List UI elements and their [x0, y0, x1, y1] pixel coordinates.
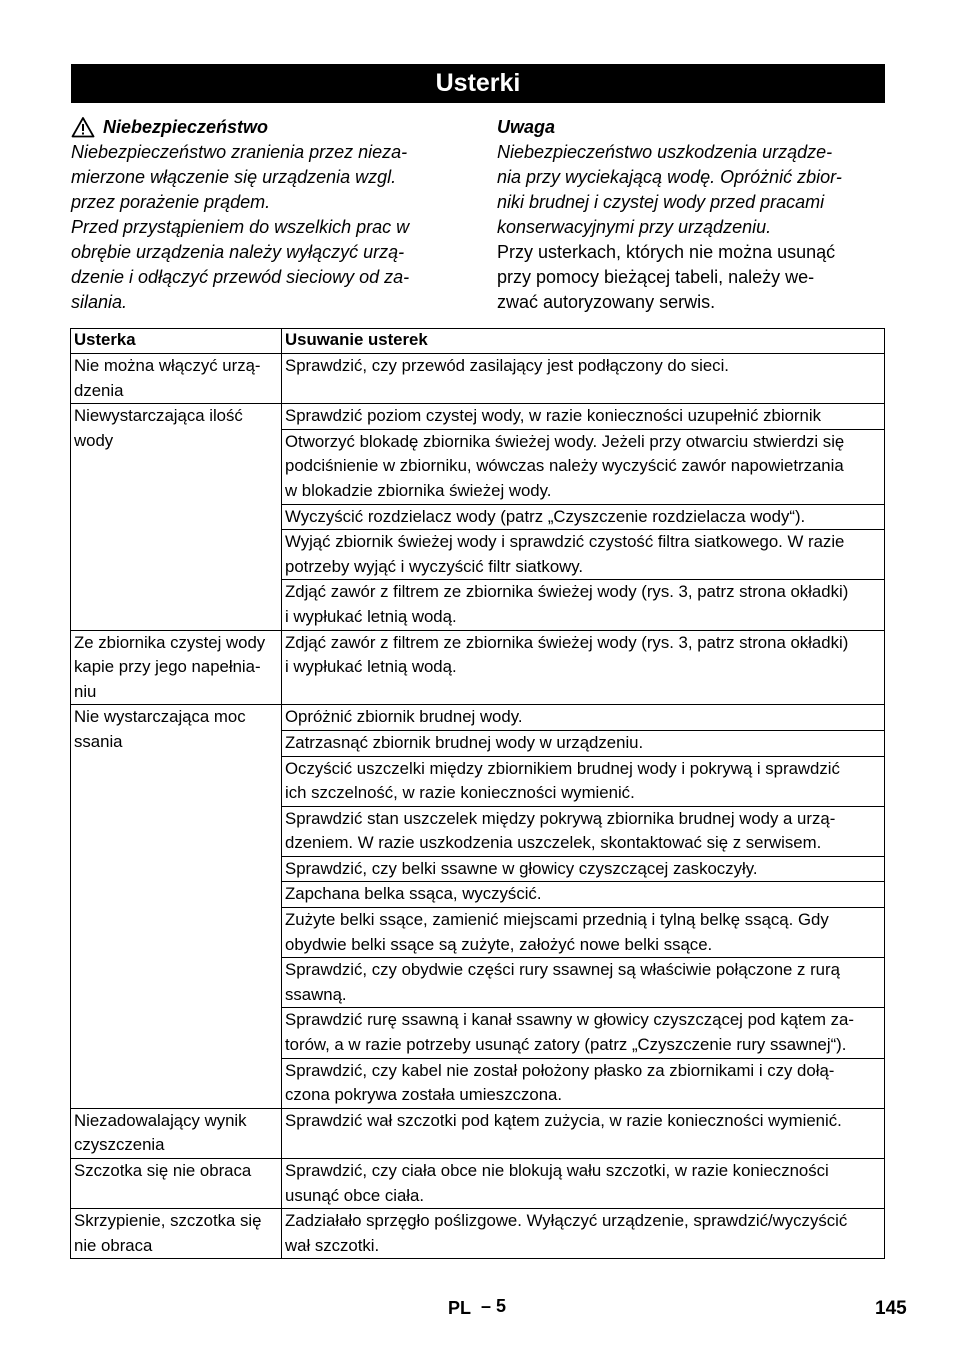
table-row [71, 630, 885, 705]
fault-cell: Szczotka się nie obraca [71, 1159, 282, 1209]
remedy-cell: Opróżnić zbiornik brudnej wody. [282, 705, 885, 731]
remedy-cell: Sprawdzić poziom czystej wody, w razie konieczności uzupełnić zbiornik [282, 404, 885, 430]
table-row [71, 354, 885, 404]
fault-cell: Niezadowalający wynik czyszczenia [71, 1108, 282, 1158]
remedy-cell: Zużyte belki ssące, zamienić miejscami przednią i tylną belkę ssącą. Gdy obydwie belki ssące są zużyte, założyć nowe belki ssące. [282, 908, 885, 958]
remedy-cell: Wyjąć zbiornik świeżej wody i sprawdzić czystość filtra siatkowego. W razie potrzeby wyjąć i wyczyścić filtr siatkowy. [282, 530, 885, 580]
fault-cell: Nie wystarczająca moc ssania [71, 705, 282, 1109]
remedy-cell: Sprawdzić, czy kabel nie został położony płasko za zbiornikami i czy dołą- czona pokrywa została umieszczona. [282, 1058, 885, 1108]
notice-text: Przy usterkach, których nie można usunąć przy pomocy bieżącej tabeli, należy we- zwać autoryzowany serwis. [497, 242, 836, 312]
remedy-cell: Sprawdzić, czy obydwie części rury ssawnej są właściwie połączone z rurą ssawną. [282, 958, 885, 1008]
remedy-cell: Sprawdzić, czy przewód zasilający jest podłączony do sieci. [282, 354, 885, 404]
remedy-cell: Zadziałało sprzęgło poślizgowe. Wyłączyć urządzenie, sprawdzić/wyczyścić wał szczotki. [282, 1209, 885, 1259]
troubleshooting-table [70, 328, 885, 1259]
danger-heading-text: Niebezpieczeństwo [103, 116, 269, 137]
fault-cell: Skrzypienie, szczotka się nie obraca [71, 1209, 282, 1259]
remedy-cell: Zatrzasnąć zbiornik brudnej wody w urządzeniu. [282, 730, 885, 756]
notice-heading: Uwaga [497, 116, 556, 137]
header-fault: Usterka [71, 329, 282, 354]
remedy-cell: Otworzyć blokadę zbiornika świeżej wody. Jeżeli przy otwarciu stwierdzi się podciśnienie w zbiorniku, wówczas należy wyczyścić zawór napowietrzania w blokadzie zbiornika świeżej wody. [282, 429, 885, 504]
remedy-cell: Zapchana belka ssąca, wyczyścić. [282, 882, 885, 908]
notice-text-italic: Niebezpieczeństwo uszkodzenia urządze- nia przy wyciekającą wodę. Opróżnić zbior- niki brudnej i czystej wody przed pracami konserwacyjnymi przy urządzeniu. [497, 142, 842, 237]
table-row [71, 705, 885, 731]
remedy-cell: Sprawdzić stan uszczelek między pokrywą zbiornika brudnej wody a urzą- dzeniem. W razie uszkodzenia uszczelek, skontaktować się z serwisem. [282, 806, 885, 856]
warning-triangle-icon [71, 116, 95, 138]
section-title: Usterki [435, 69, 521, 97]
footer-page-number: 145 [875, 1298, 907, 1319]
remedy-cell: Sprawdzić wał szczotki pod kątem zużycia, w razie konieczności wymienić. [282, 1108, 885, 1158]
remedy-cell: Sprawdzić, czy belki ssawne w głowicy czyszczącej zaskoczyły. [282, 856, 885, 882]
footer-page-marker: – 5 [481, 1296, 507, 1316]
table-row [71, 1209, 885, 1259]
danger-text: Niebezpieczeństwo zranienia przez nieza- mierzone włączenie się urządzenia wzgl. przez porażenie prądem. Przed przystąpieniem do wszelkich prac w obrębie urządzenia należy wyłączyć urzą- dzenie i odłączyć przewód sieciowy od za- silania. [71, 142, 410, 312]
danger-block [71, 114, 463, 315]
header-remedy: Usuwanie usterek [282, 329, 885, 354]
fault-cell: Nie można włączyć urzą- dzenia [71, 354, 282, 404]
table-header-row [71, 329, 885, 354]
footer-language: PL [448, 1298, 472, 1318]
remedy-cell: Wyczyścić rozdzielacz wody (patrz „Czyszczenie rozdzielacza wody“). [282, 504, 885, 530]
remedy-cell: Sprawdzić, czy ciała obce nie blokują wału szczotki, w razie konieczności usunąć obce ciała. [282, 1159, 885, 1209]
fault-cell: Ze zbiornika czystej wody kapie przy jego napełnia- niu [71, 630, 282, 705]
fault-cell: Niewystarczająca ilość wody [71, 404, 282, 630]
remedy-cell: Zdjąć zawór z filtrem ze zbiornika świeżej wody (rys. 3, patrz strona okładki) i wypłukać letnią wodą. [282, 580, 885, 630]
table-row [71, 404, 885, 430]
remedy-cell: Oczyścić uszczelki między zbiornikiem brudnej wody i pokrywą i sprawdzić ich szczelność, w razie konieczności wymienić. [282, 756, 885, 806]
notice-block [497, 114, 887, 315]
remedy-cell: Sprawdzić rurę ssawną i kanał ssawny w głowicy czyszczącej pod kątem za- torów, a w razie potrzeby usunąć zatory (patrz „Czyszczenie rury ssawnej“). [282, 1008, 885, 1058]
table-row [71, 1108, 885, 1158]
remedy-cell: Zdjąć zawór z filtrem ze zbiornika świeżej wody (rys. 3, patrz strona okładki) i wypłukać letnią wodą. [282, 630, 885, 705]
danger-heading [71, 114, 463, 140]
table-row [71, 1159, 885, 1209]
section-title-bar [71, 64, 885, 103]
